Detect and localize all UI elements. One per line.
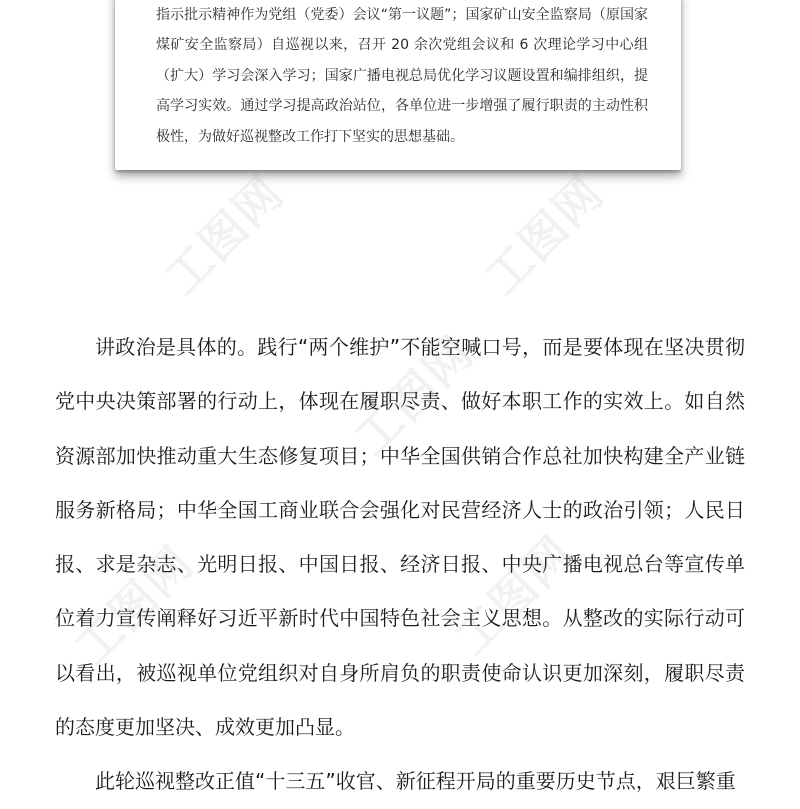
watermark-logo: 工图网 [344,325,485,466]
article-paragraph-2: 此轮巡视整改正值“十三五”收官、新征程开局的重要历史节点，艰巨繁重 [95,769,736,794]
watermark-logo: 工图网 [154,165,295,306]
article-paragraph-1: 讲政治是具体的。践行“两个维护”不能空喊口号，而是要体现在坚决贯彻党中央决策部署的行动上，体现在履职尽责、做好本职工作的实效上。如自然资源部加快推动重大生态修复项目；中华全国供销合作总社加快构建全产业链服务新格局；中华全国工商业联合会强化对民营经济人士的政治引领；人民日报、求是杂志、光明日报、中国日报、经济日报、中央广播电视总台等宣传单位着力宣传阐释好习近平新时代中国特色社会主义思想。从整改的实际行动可以看出，被巡视单位党组织对自身所肩负的职责使命认识更加深刻，履职尽责的态度更加坚决、成效更加凸显。 [55,335,745,740]
watermark-logo: 工图网 [474,165,615,306]
watermark-logo: 工图网 [444,525,585,666]
watermark-logo: 工图网 [64,535,205,676]
article-body [55,320,745,809]
excerpt-card-text: 指示批示精神作为党组（党委）会议“第一议题”；国家矿山安全监察局（原国家煤矿安全监察局）自巡视以来，召开 20 余次党组会议和 6 次理论学习中心组（扩大）学习会深入学习；国家广播电视总局优化学习议题设置和编排组织，提高学习实效。通过学习提高政治站位，各单位进一步增强了履行职责的主动性积极性，为做好巡视整改工作打下坚实的思想基础。 [156,7,648,145]
